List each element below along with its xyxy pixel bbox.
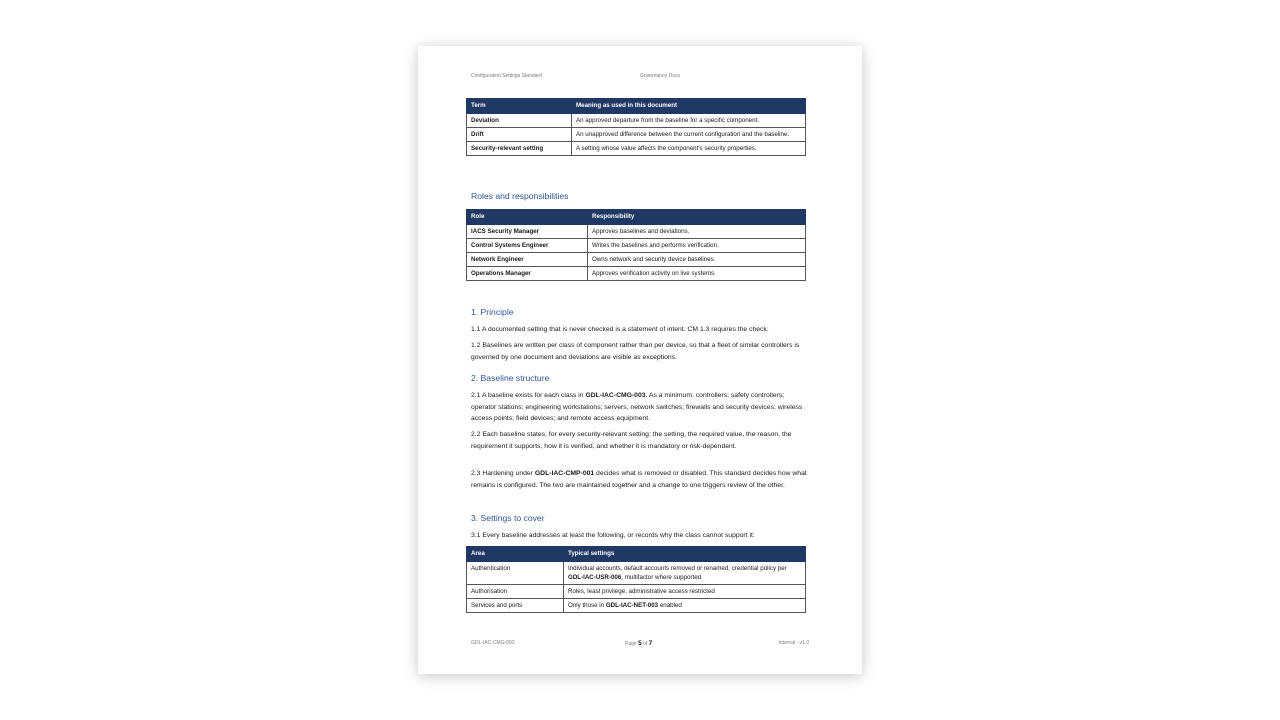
responsibility-cell: Owns network and security device baselines. xyxy=(588,253,806,267)
text: 2.1 A baseline exists for each class in xyxy=(471,392,586,399)
meaning-cell: An unapproved difference between the current configuration and the baseline. xyxy=(572,128,806,142)
paragraph-1-1: 1.1 A documented setting that is never checked is a statement of intent. CM 1.3 requires the check. xyxy=(471,326,769,333)
column-header: Term xyxy=(467,99,572,114)
document-reference: GDL-IAC-NET-003 xyxy=(605,602,659,609)
responsibility-cell: Approves verification activity on live systems. xyxy=(588,267,806,281)
text: Individual accounts, default accounts removed or renamed, credential policy per xyxy=(568,565,787,572)
term-cell: Security-relevant setting xyxy=(467,142,572,156)
table-header-row xyxy=(467,547,806,562)
table-row xyxy=(467,253,806,267)
responsibility-cell: Writes the baselines and performs verification. xyxy=(588,239,806,253)
column-header: Role xyxy=(467,210,588,225)
table-row xyxy=(467,239,806,253)
meaning-cell: A setting whose value affects the component's security properties. xyxy=(572,142,806,156)
roles-table xyxy=(466,209,806,281)
table-row xyxy=(467,225,806,239)
header-category: Governance Docs xyxy=(640,73,681,79)
section-3-heading: 3. Settings to cover xyxy=(471,513,545,523)
settings-cell xyxy=(564,599,806,613)
role-cell: Network Engineer xyxy=(467,253,588,267)
page-label: Page xyxy=(625,641,637,647)
text: Roles, least privilege, administrative access restricted xyxy=(568,588,715,595)
table-row xyxy=(467,599,806,613)
total-pages: 7 xyxy=(648,640,653,647)
role-cell: Operations Manager xyxy=(467,267,588,281)
table-row xyxy=(467,562,806,585)
footer-page-number xyxy=(625,640,652,647)
role-cell: Control Systems Engineer xyxy=(467,239,588,253)
footer-doc-id: GDL-IAC-CMG-002 xyxy=(471,640,515,646)
document-reference: GDL-IAC-CMG-003 xyxy=(585,392,646,399)
document-reference: GDL-IAC-CMP-001 xyxy=(534,470,595,477)
glossary-table xyxy=(466,98,806,156)
text: enabled xyxy=(658,602,682,609)
table-row xyxy=(467,585,806,599)
table-row xyxy=(467,267,806,281)
column-header: Responsibility xyxy=(588,210,806,225)
of-label: of xyxy=(643,641,648,647)
term-cell: Deviation xyxy=(467,114,572,128)
paragraph-2-1 xyxy=(471,390,807,425)
text: , multifactor where supported xyxy=(621,574,702,581)
area-cell: Authorisation xyxy=(467,585,564,599)
footer-classification: Internal - v1.0 xyxy=(778,640,809,646)
text: Only those in xyxy=(568,602,606,609)
column-header: Area xyxy=(467,547,564,562)
column-header: Meaning as used in this document xyxy=(572,99,806,114)
current-page: 5 xyxy=(638,640,642,647)
section-1-heading: 1. Principle xyxy=(471,307,514,317)
meaning-cell: An approved departure from the baseline for a specific component. xyxy=(572,114,806,128)
area-cell: Authentication xyxy=(467,562,564,585)
text: . As a minimum: controllers; safety controllers; operator stations; engineering workstations; servers; network switches; firewalls and security devices; wireless access points; field devices; and remote access equipment. xyxy=(471,392,803,422)
column-header: Typical settings xyxy=(564,547,806,562)
text: 2.3 Hardening under xyxy=(471,470,535,477)
responsibility-cell: Approves baselines and deviations. xyxy=(588,225,806,239)
table-row xyxy=(467,142,806,156)
text: decides what is removed or disabled. This standard decides how what remains is configured. The two are maintained together and a change to one triggers review of the other. xyxy=(471,470,807,489)
settings-table xyxy=(466,546,806,613)
header-doc-title: Configuration Settings Standard xyxy=(471,73,542,79)
paragraph-2-3 xyxy=(471,468,807,491)
roles-heading: Roles and responsibilities xyxy=(471,191,569,201)
paragraph-3-1: 3.1 Every baseline addresses at least the following, or records why the class cannot support it: xyxy=(471,532,755,539)
paragraph-2-2: 2.2 Each baseline states, for every security-relevant setting: the setting, the required value, the reason, the requirement it supports, how it is verified, and whether it is mandatory or risk-dependent. xyxy=(471,431,792,450)
table-header-row xyxy=(467,99,806,114)
document-page xyxy=(418,46,862,674)
role-cell: IACS Security Manager xyxy=(467,225,588,239)
settings-cell xyxy=(564,562,806,585)
paragraph-1-2: 1.2 Baselines are written per class of component rather than per device, so that a fleet of similar controllers is governed by one document and deviations are visible as exceptions. xyxy=(471,342,800,361)
settings-cell xyxy=(564,585,806,599)
table-row xyxy=(467,128,806,142)
document-reference: GDL-IAC-USR-006 xyxy=(568,574,622,581)
table-row xyxy=(467,114,806,128)
table-header-row xyxy=(467,210,806,225)
term-cell: Drift xyxy=(467,128,572,142)
section-2-heading: 2. Baseline structure xyxy=(471,373,550,383)
area-cell: Services and ports xyxy=(467,599,564,613)
